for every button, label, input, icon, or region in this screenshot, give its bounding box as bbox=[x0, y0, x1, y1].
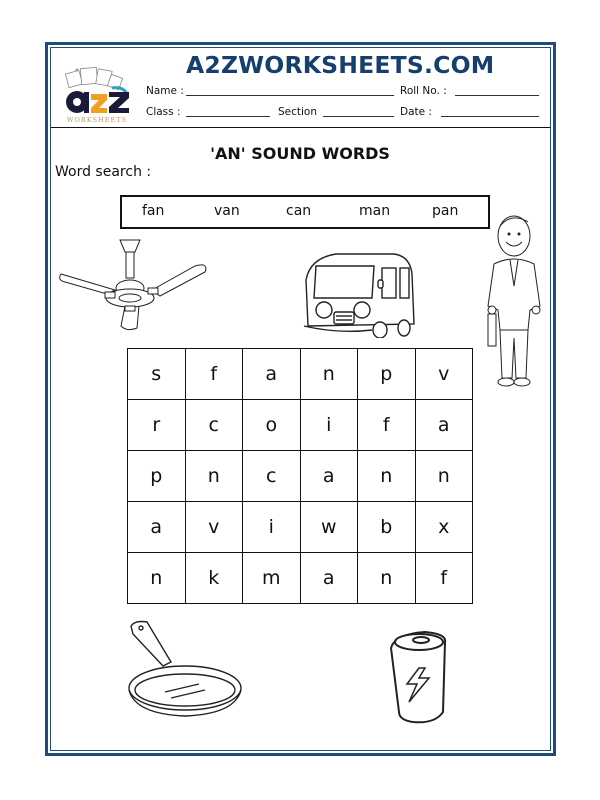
word-bank-item: fan bbox=[142, 203, 165, 219]
grid-row bbox=[128, 349, 473, 400]
date-label: Date : bbox=[400, 106, 432, 118]
site-title: A2ZWORKSHEETS.COM bbox=[186, 51, 495, 79]
grid-cell[interactable]: c bbox=[243, 451, 301, 502]
frying-pan-icon bbox=[125, 618, 250, 720]
roll-no-field[interactable] bbox=[455, 86, 539, 96]
grid-cell[interactable]: a bbox=[300, 553, 358, 604]
grid-cell[interactable]: m bbox=[243, 553, 301, 604]
grid-cell[interactable]: v bbox=[415, 349, 473, 400]
worksheet-title: 'AN' SOUND WORDS bbox=[210, 144, 390, 163]
grid-cell[interactable]: k bbox=[185, 553, 243, 604]
grid-cell[interactable]: n bbox=[358, 451, 416, 502]
grid-cell[interactable]: s bbox=[128, 349, 186, 400]
name-label: Name : bbox=[146, 85, 184, 97]
grid-row bbox=[128, 553, 473, 604]
grid-cell[interactable]: n bbox=[415, 451, 473, 502]
section-label: Section bbox=[278, 106, 318, 118]
word-search-grid bbox=[127, 348, 473, 604]
svg-text:WORKSHEETS: WORKSHEETS bbox=[66, 116, 128, 124]
grid-cell[interactable]: c bbox=[185, 400, 243, 451]
name-field[interactable] bbox=[186, 86, 394, 96]
man-icon bbox=[478, 210, 550, 395]
grid-cell[interactable]: i bbox=[243, 502, 301, 553]
instruction-text: Word search : bbox=[55, 164, 152, 180]
a2z-logo bbox=[57, 64, 137, 124]
date-field[interactable] bbox=[441, 107, 539, 117]
grid-cell[interactable]: o bbox=[243, 400, 301, 451]
grid-row bbox=[128, 400, 473, 451]
roll-no-label: Roll No. : bbox=[400, 85, 447, 97]
grid-cell[interactable]: p bbox=[128, 451, 186, 502]
word-bank-item: van bbox=[214, 203, 240, 219]
grid-row bbox=[128, 451, 473, 502]
grid-cell[interactable]: a bbox=[300, 451, 358, 502]
header-divider bbox=[51, 127, 550, 128]
section-field[interactable] bbox=[323, 107, 394, 117]
grid-cell[interactable]: p bbox=[358, 349, 416, 400]
ceiling-fan-icon bbox=[55, 236, 245, 336]
grid-cell[interactable]: n bbox=[128, 553, 186, 604]
grid-cell[interactable]: f bbox=[358, 400, 416, 451]
grid-cell[interactable]: n bbox=[300, 349, 358, 400]
word-bank-item: man bbox=[359, 203, 391, 219]
grid-cell[interactable]: a bbox=[415, 400, 473, 451]
grid-cell[interactable]: n bbox=[358, 553, 416, 604]
grid-cell[interactable]: a bbox=[243, 349, 301, 400]
grid-cell[interactable]: v bbox=[185, 502, 243, 553]
grid-cell[interactable]: w bbox=[300, 502, 358, 553]
grid-cell[interactable]: f bbox=[415, 553, 473, 604]
van-icon bbox=[298, 246, 418, 338]
grid-cell[interactable]: a bbox=[128, 502, 186, 553]
grid-cell[interactable]: b bbox=[358, 502, 416, 553]
class-field[interactable] bbox=[186, 107, 270, 117]
logo-icon bbox=[57, 64, 137, 124]
word-bank bbox=[120, 195, 490, 229]
class-label: Class : bbox=[146, 106, 181, 118]
word-bank-item: pan bbox=[432, 203, 459, 219]
grid-cell[interactable]: f bbox=[185, 349, 243, 400]
grid-cell[interactable]: x bbox=[415, 502, 473, 553]
grid-cell[interactable]: n bbox=[185, 451, 243, 502]
grid-cell[interactable]: i bbox=[300, 400, 358, 451]
grid-cell[interactable]: r bbox=[128, 400, 186, 451]
soda-can-icon bbox=[385, 628, 455, 726]
word-bank-item: can bbox=[286, 203, 312, 219]
grid-row bbox=[128, 502, 473, 553]
